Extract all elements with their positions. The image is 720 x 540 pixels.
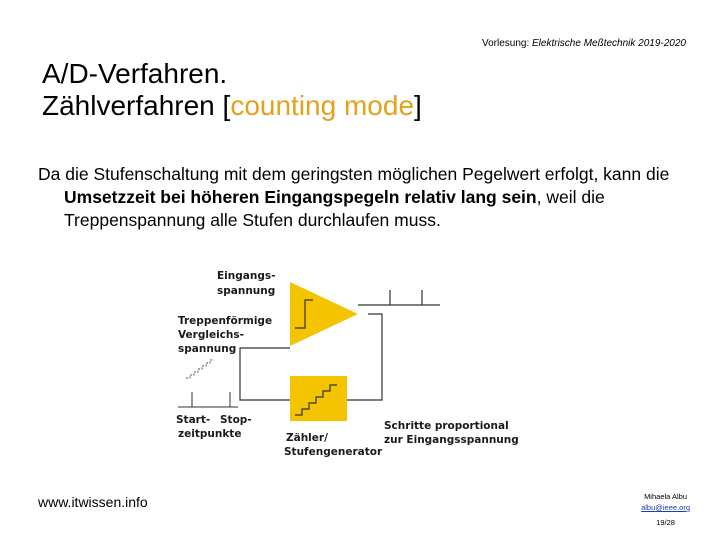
counting-mode-diagram <box>172 262 522 462</box>
steps-label-1: Schritte proportional <box>384 420 509 432</box>
reference-label-2: Vergleichs- <box>178 329 244 341</box>
body-bold: Umsetzzeit bei höheren Eingangspegeln relativ lang sein <box>64 187 537 207</box>
title-line2 <box>42 90 422 122</box>
body-part2: , weil die Treppenspannung alle Stufen durchlaufen muss. <box>64 187 605 230</box>
reference-label-1: Treppenförmige <box>178 315 273 327</box>
input-label-2: spannung <box>217 285 276 297</box>
counter-label-1: Zähler/ <box>286 432 328 444</box>
steps-label-2: zur Eingangsspannung <box>384 434 519 446</box>
title-line2-accent: counting mode <box>230 90 415 121</box>
slide-title <box>42 58 422 122</box>
footer-author-block <box>641 491 690 528</box>
header-course-note <box>482 38 686 49</box>
feedback-line-left <box>240 348 290 400</box>
counter-block <box>290 376 347 421</box>
staircase-sketch <box>186 360 214 378</box>
footer-email-link[interactable]: albu@ieee.org <box>641 503 690 512</box>
body-paragraph <box>38 163 720 232</box>
title-line1: A/D-Verfahren. <box>42 58 228 89</box>
start-label: Start- <box>176 414 211 426</box>
header-course: Elektrische Meßtechnik 2019-2020 <box>532 38 686 49</box>
title-line2-prefix: Zählverfahren [ <box>42 90 231 121</box>
counter-label-2: Stufengenerator <box>284 446 383 458</box>
input-label-1: Eingangs- <box>217 270 276 282</box>
footer-website: www.itwissen.info <box>38 494 148 510</box>
feedback-line-right <box>347 314 382 400</box>
zeitpunkte-label: zeitpunkte <box>178 428 242 440</box>
stop-label: Stop- <box>220 414 252 426</box>
reference-label-3: spannung <box>178 343 237 355</box>
comparator-block <box>290 282 358 346</box>
title-line2-suffix: ] <box>414 90 422 121</box>
footer-author: Mihaela Albu <box>644 492 688 501</box>
header-prefix: Vorlesung: <box>481 38 533 49</box>
body-part1: Da die Stufenschaltung mit dem geringsten möglichen Pegelwert erfolgt, kann die <box>38 164 670 184</box>
footer-page-number: 19/28 <box>656 518 675 527</box>
